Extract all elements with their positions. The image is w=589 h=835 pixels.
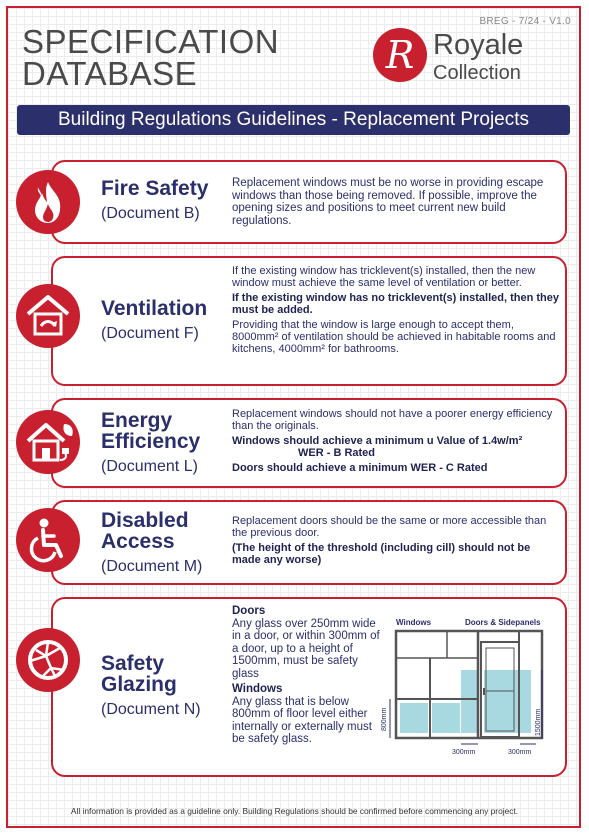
logo-name: Royale [433,29,524,61]
energy-house-icon [16,410,80,474]
doors-heading: Doors [232,605,266,617]
dimension-300-left: 300mm [452,749,476,756]
category-document: (Document B) [101,205,200,222]
category-name-line-1: Disabled [101,509,189,532]
card-fire-safety [51,160,567,244]
category-name: Fire Safety [101,177,209,200]
diagram-label-doors: Doors & Sidepanels [465,618,541,627]
brand-logo [373,28,553,88]
doors-text: Any glass over 250mm wide in a door, or within 300mm of a door, up to a height of 1500mm, must be safety glass [232,617,380,680]
windows-heading: Windows [232,683,283,695]
logo-subtitle: Collection [433,62,521,84]
card-energy-efficiency [51,398,567,488]
safety-glazing-diagram [332,606,542,756]
description-text: Replacement doors should be the same or more accessible than the previous door. [232,515,547,539]
house-ventilation-icon [16,284,80,348]
category-document: (Document F) [101,325,199,342]
description-text: Replacement windows should not have a poorer energy efficiency than the originals. [232,408,553,432]
category-document: (Document M) [101,558,203,575]
category-description [232,265,560,358]
category-label [101,410,200,476]
category-document: (Document N) [101,701,201,718]
section-banner: Building Regulations Guidelines - Replacement Projects [17,105,570,135]
dimension-1500: 1500mm [535,708,542,736]
card-disabled-access [51,500,567,585]
logo-mark: R [373,28,427,82]
description-text: If the existing window has tricklevent(s) installed, then the new window must achieve the same level of ventilation or better. [232,265,536,289]
category-label [101,178,208,223]
dimension-300-right: 300mm [508,749,532,756]
card-ventilation [51,256,567,386]
category-name-line-2: Access [101,530,175,553]
description-bold: Windows should achieve a minimum u Value of 1.4w/m² [232,435,523,447]
description-bold: If the existing window has no tricklevent(s) installed, then they must be added. [232,292,559,316]
category-name-line-2: Efficiency [101,430,201,453]
description-bold: (The height of the threshold (including cill) should not be made any worse) [232,542,531,566]
page-title [22,23,280,92]
title-line-1: SPECIFICATION [22,23,280,60]
category-name: Ventilation [101,297,208,320]
category-description [232,408,560,477]
reference-code: BREG - 7/24 - V1.0 [479,16,571,27]
category-name-line-2: Glazing [101,673,177,696]
category-name-line-1: Safety [101,652,165,675]
diagram-label-windows: Windows [396,618,432,627]
disclaimer-footer: All information is provided as a guideline only. Building Regulations should be confirmed before commencing any project. [70,806,519,816]
category-label [101,510,202,576]
wheelchair-icon [16,508,80,572]
description-bold: WER - B Rated [298,447,375,459]
category-label [101,653,201,719]
category-description [232,515,560,569]
description-bold: Doors should achieve a minimum WER - C Rated [232,462,488,474]
description-text: Replacement windows must be no worse in providing escape windows than those being removed. If possible, improve the opening sizes and positions to meet current new build regulations. [232,177,544,227]
category-description [232,177,560,230]
fire-icon [16,170,80,234]
windows-text: Any glass that is below 800mm of floor level either internally or externally must be safety glass. [232,695,372,745]
category-name-line-1: Energy [101,409,173,432]
dimension-800: 800mm [381,707,388,731]
category-document: (Document L) [101,458,198,475]
description-text: Providing that the window is large enough to accept them, 8000mm² of ventilation should be achieved in habitable rooms and kitchens, 4000mm² for bathrooms. [232,319,556,355]
category-label [101,298,207,343]
broken-glass-icon [16,628,80,692]
title-line-2: DATABASE [22,55,198,92]
